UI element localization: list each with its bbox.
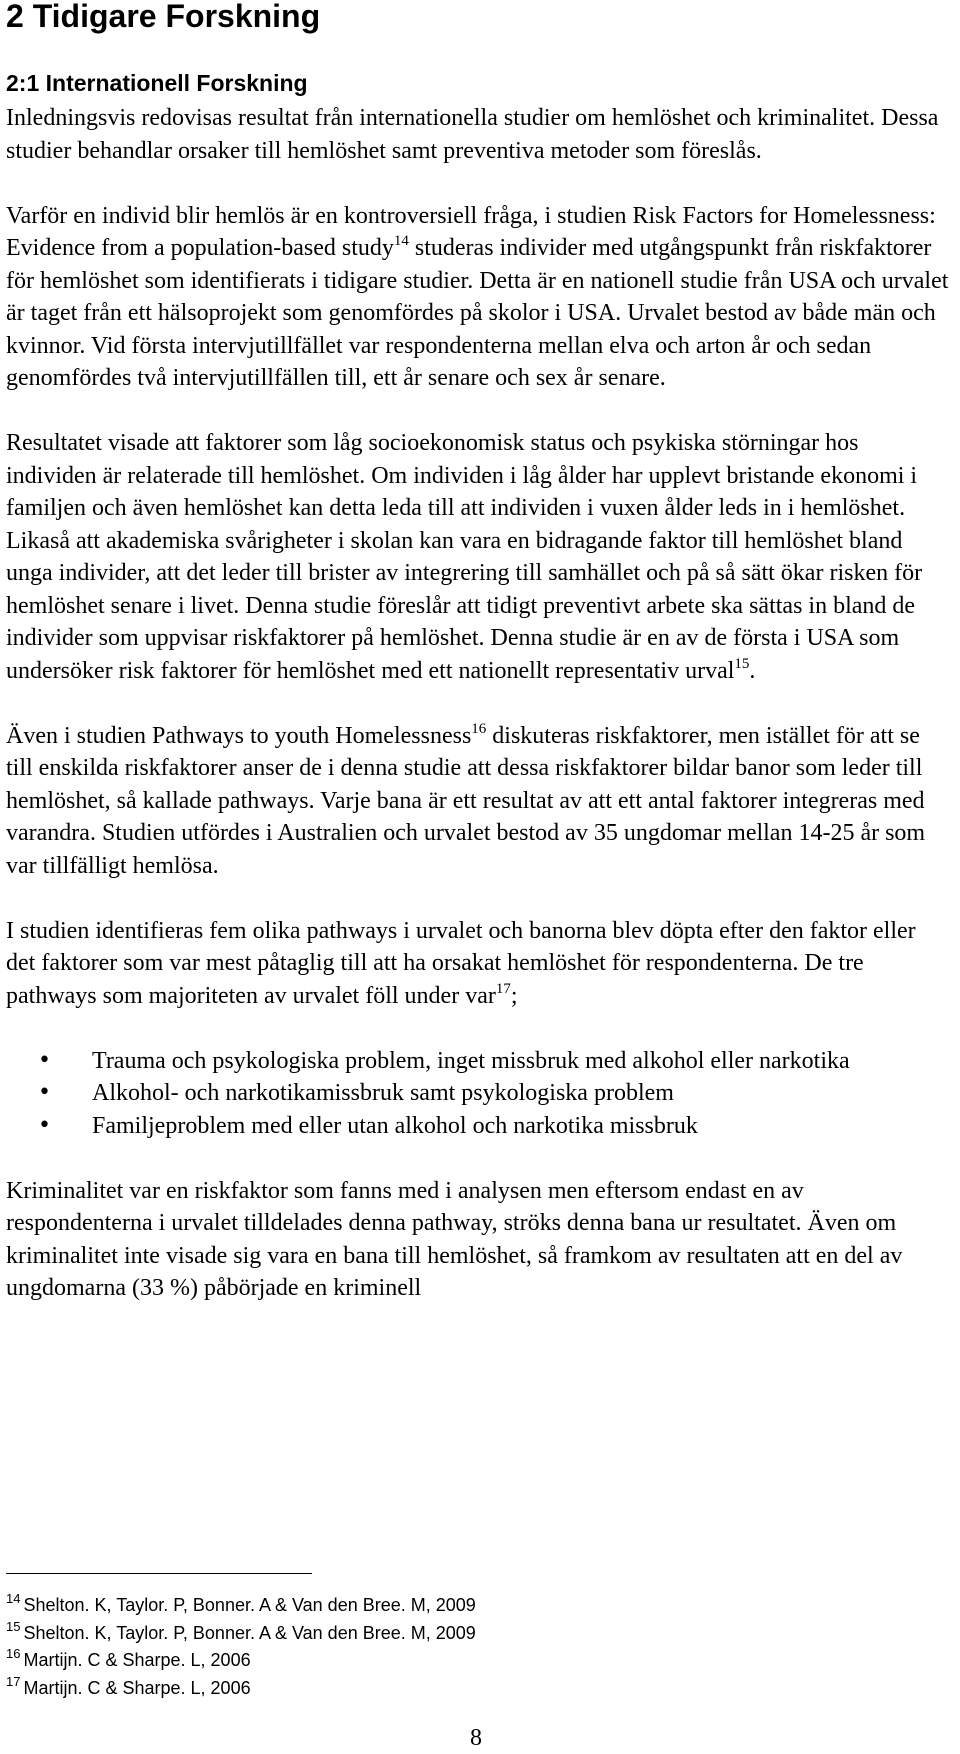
bullet-icon: •	[38, 1047, 51, 1073]
footnote: $^{17}$ Martijn. C & Sharpe. L, 2006	[6, 1673, 251, 1698]
body-text	[6, 102, 950, 1305]
footnote: $^{16}$ Martijn. C & Sharpe. L, 2006	[6, 1646, 251, 1670]
list-item: • Trauma och psykologiska problem, inget missbruk med alkohol eller narkotika	[6, 1045, 950, 1078]
list-item: • Familjeproblem med eller utan alkohol och narkotika missbruk	[6, 1110, 950, 1143]
footnote-separator	[6, 1573, 312, 1574]
paragraph-pathways: Även i studien Pathways to youth Homelessness$^{16}$ diskuteras riskfaktorer, men istället för att se till enskilda riskfaktorer anser de i denna studie att dessa riskfaktorer bildar banor som leder till hemlöshet, så kallade pathways. Varje bana är ett resultat av att ett antal faktorer integreras med varandra. Studien utfördes i Australien och urvalet bestod av 35 ungdomar mellan 14-25 år som var tillfälligt hemlösa.	[6, 720, 926, 879]
paragraph-risk-factors: Varför en individ blir hemlös är en kontroversiell fråga, i studien Risk Factors for Homelessness: Evidence from a population-based study$^{14}$ studeras individer med utgångspunkt från riskfaktorer för hemlöshet som identifierats i tidigare studier. Detta är en nationell studie från USA och urvalet är taget från ett hälsoprojekt som genomfördes på skolor i USA. Urvalet bestod av både män och kvinnor. Vid första intervjutillfället var respondenterna mellan elva och arton år och sedan genomfördes två intervjutillfällen till, ett år senare och sex år senare.	[6, 202, 949, 391]
bullet-icon: •	[38, 1080, 51, 1105]
paragraph-criminality: Kriminalitet var en riskfaktor som fanns med i analysen men eftersom endast en av respondenterna i urvalet tilldelades denna pathway, ströks denna bana ur resultatet. Även om kriminalitet inte visade sig vara en bana till hemlöshet, så framkom av resultaten att en del av ungdomarna (33 %) påbörjade en kriminell	[6, 1177, 903, 1301]
footnote-ref-14: 14	[393, 233, 409, 249]
paragraph-intro: Inledningsvis redovisas resultat från internationella studier om hemlöshet och kriminalitet. Dessa studier behandlar orsaker till hemlöshet samt preventiva metoder som föreslås.	[6, 105, 939, 164]
footnote-ref-17: 17	[495, 980, 511, 997]
bullet-icon: •	[38, 1112, 51, 1138]
footnote: $^{14}$ Shelton. K, Taylor. P, Bonner. A & Van den Bree. M, 2009	[6, 1591, 476, 1615]
subsection-heading: 2:1 Internationell Forskning	[6, 70, 308, 96]
footnote-ref-16: 16	[471, 720, 487, 737]
footnotes	[6, 1592, 476, 1702]
list-item: • Alkohol- och narkotikamissbruk samt psykologiska problem	[6, 1077, 950, 1110]
footnote-ref-15: 15	[734, 655, 750, 672]
pathway-list	[6, 1045, 950, 1143]
paragraph-five-pathways: I studien identifieras fem olika pathways i urvalet och banorna blev döpta efter den faktor eller det faktorer som var mest påtaglig till att ha orsakat hemlöshet för respondenterna. De tre pathways som majoriteten av urvalet föll under var$^{17}$;	[6, 917, 916, 1009]
paragraph-results: Resultatet visade att faktorer som låg socioekonomisk status och psykiska störningar hos individen är relaterade till hemlöshet. Om individen i låg ålder har upplevt bristande ekonomi i familjen och även hemlöshet kan detta leda till att individen i vuxen ålder leds in i hemlöshet. Likaså att akademiska svårigheter i skolan kan vara en bidragande faktor till hemlöshet bland unga individer, att det leder till brister av integrering till samhället och på så sätt ökar risken för hemlöshet senare i livet. Denna studie föreslår att tidigt preventivt arbete ska sättas in bland de individer som uppvisar riskfaktorer på hemlöshet. Denna studie är en av de första i USA som undersöker risk faktorer för hemlöshet med ett nationellt representativ urval$^{15}$.	[6, 430, 923, 684]
section-heading: 2 Tidigare Forskning	[6, 0, 321, 34]
page-number: 8	[470, 1725, 482, 1751]
footnote: $^{15}$ Shelton. K, Taylor. P, Bonner. A & Van den Bree. M, 2009	[6, 1618, 476, 1643]
